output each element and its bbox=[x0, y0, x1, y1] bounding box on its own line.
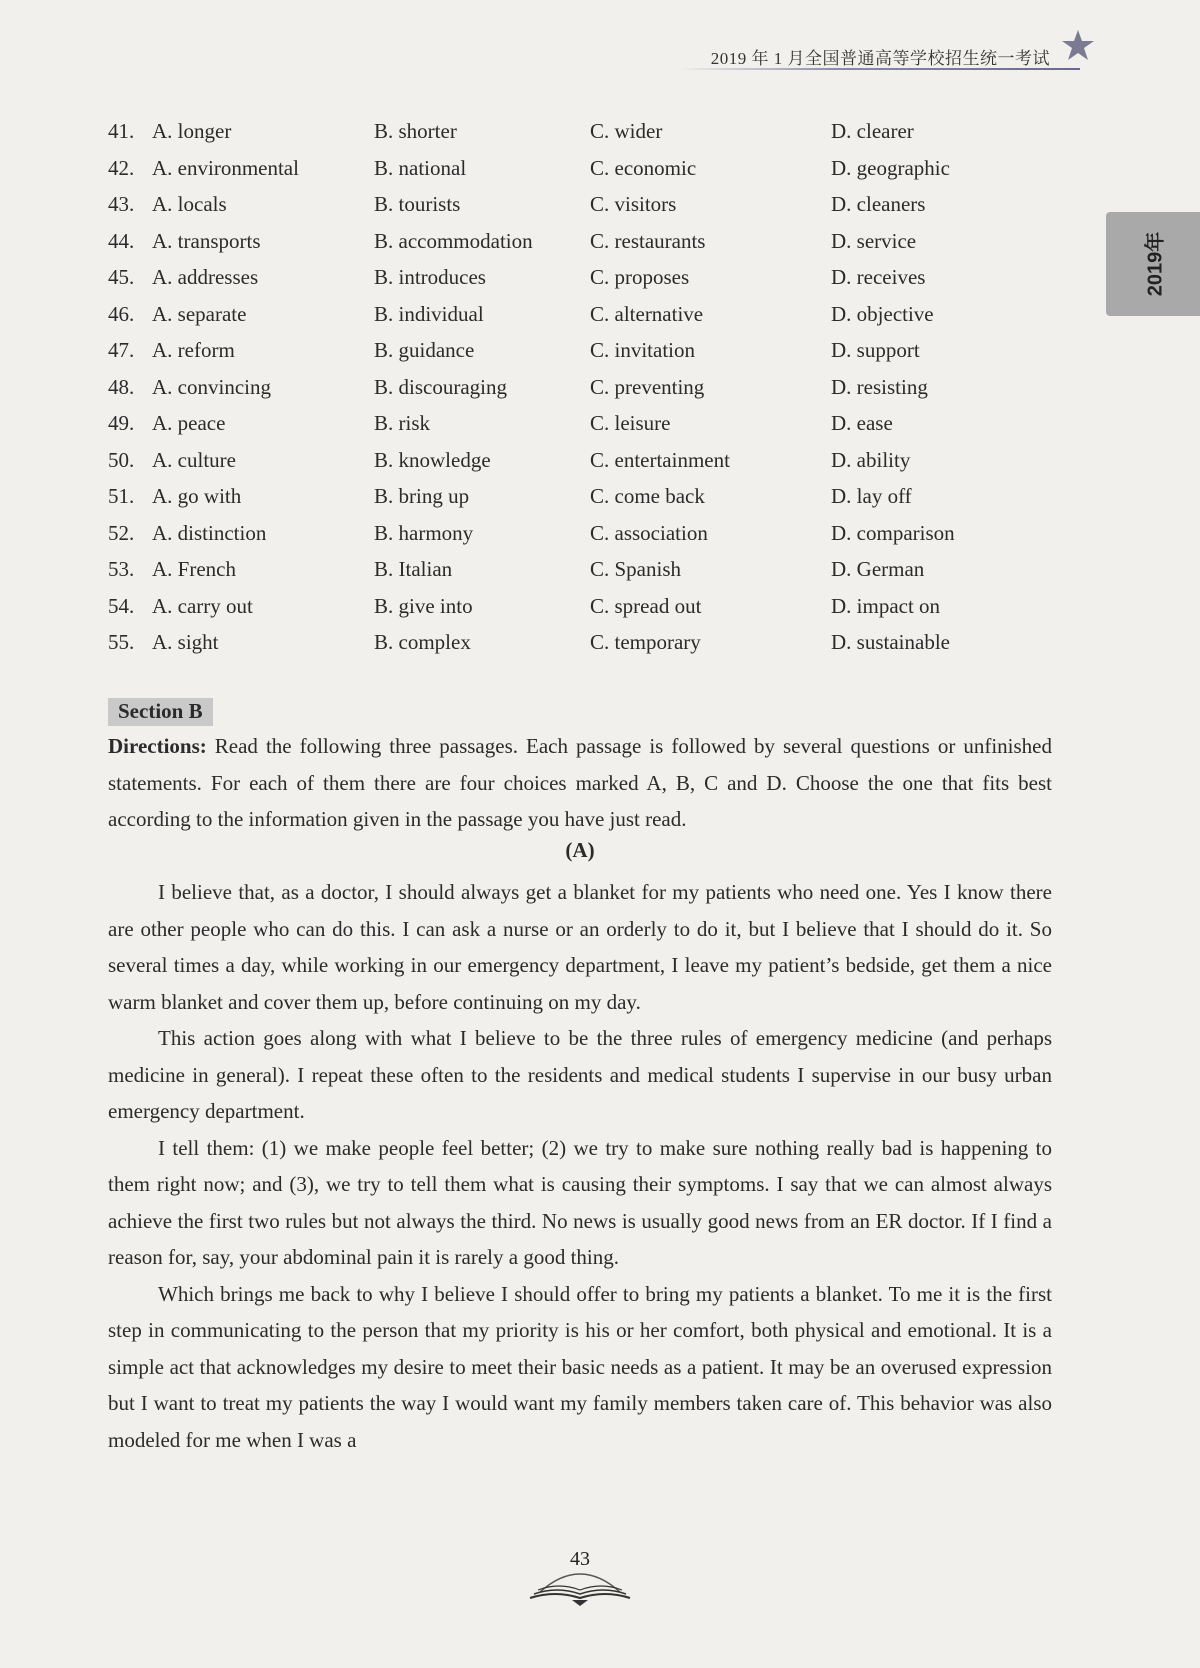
option-b: B. Italian bbox=[374, 557, 453, 581]
option-row bbox=[108, 442, 1008, 479]
question-number: 49. bbox=[108, 411, 135, 435]
option-c: C. proposes bbox=[590, 265, 690, 289]
option-a: A. carry out bbox=[152, 593, 253, 618]
option-c: C. preventing bbox=[590, 374, 705, 399]
option-c: C. Spanish bbox=[590, 557, 682, 581]
option-a: A. addresses bbox=[152, 265, 259, 289]
option-c: C. wider bbox=[590, 119, 663, 143]
option-a: A. locals bbox=[152, 192, 227, 216]
option-b: B. guidance bbox=[374, 338, 475, 362]
option-b: B. introduces bbox=[374, 265, 486, 289]
option-d: D. lay off bbox=[831, 484, 912, 508]
star-icon bbox=[1058, 28, 1098, 64]
option-a: A. culture bbox=[152, 447, 236, 472]
option-c: C. spread out bbox=[590, 593, 702, 618]
question-number: 46. bbox=[108, 301, 135, 326]
option-a: A. environmental bbox=[152, 155, 299, 180]
option-row bbox=[108, 113, 1008, 150]
option-row bbox=[108, 515, 1008, 552]
question-number: 51. bbox=[108, 484, 135, 508]
option-a: A. peace bbox=[152, 411, 226, 435]
answer-options-list bbox=[108, 113, 1008, 661]
option-row bbox=[108, 332, 1008, 369]
option-c: C. association bbox=[590, 520, 708, 545]
option-a: A. French bbox=[152, 557, 236, 581]
option-row bbox=[108, 369, 1008, 406]
question-number: 44. bbox=[108, 228, 135, 253]
question-number: 43. bbox=[108, 192, 135, 216]
page-number: 43 bbox=[570, 1548, 590, 1570]
option-b: B. give into bbox=[374, 593, 473, 618]
option-row bbox=[108, 624, 1008, 661]
option-d: D. comparison bbox=[831, 520, 955, 545]
option-d: D. receives bbox=[831, 265, 926, 289]
option-row bbox=[108, 150, 1008, 187]
option-row bbox=[108, 296, 1008, 333]
option-c: C. restaurants bbox=[590, 228, 706, 253]
option-b: B. bring up bbox=[374, 484, 470, 508]
option-c: C. alternative bbox=[590, 301, 704, 326]
page-footer bbox=[520, 1548, 640, 1608]
year-side-tab bbox=[1106, 212, 1200, 316]
option-a: A. separate bbox=[152, 301, 247, 326]
section-b-heading: Section B bbox=[108, 698, 213, 726]
option-a: A. reform bbox=[152, 338, 235, 362]
option-c: C. visitors bbox=[590, 192, 677, 216]
question-number: 50. bbox=[108, 447, 135, 472]
option-c: C. economic bbox=[590, 155, 697, 180]
directions-text: Read the following three passages. Each passage is followed by several questions or unfinished statements. For each of them there are four choices marked A, B, C and D. Choose the one that fits best according to the information given in the passage you have just read. bbox=[108, 734, 1052, 831]
option-a: A. distinction bbox=[152, 520, 267, 545]
option-d: D. support bbox=[831, 338, 920, 362]
option-d: D. German bbox=[831, 557, 925, 581]
question-number: 47. bbox=[108, 338, 135, 362]
option-c: C. invitation bbox=[590, 338, 695, 362]
option-d: D. impact on bbox=[831, 593, 941, 618]
option-b: B. risk bbox=[374, 411, 431, 435]
passage-paragraph: I believe that, as a doctor, I should always get a blanket for my patients who need one. Yes I know there are other people who can do this. I can ask a nurse or an orderly to do it, but I believe that I should do it. So several times a day, while working in our emergency department, I leave my patient’s bedside, get them a nice warm blanket and cover them up, before continuing on my day. bbox=[108, 880, 1052, 1014]
option-d: D. ability bbox=[831, 447, 911, 472]
option-a: A. longer bbox=[152, 119, 232, 143]
header-title: 2019 年 1 月全国普通高等学校招生统一考试 bbox=[710, 49, 1050, 68]
option-a: A. sight bbox=[152, 630, 219, 654]
question-number: 41. bbox=[108, 119, 135, 143]
option-d: D. geographic bbox=[831, 155, 950, 180]
option-d: D. ease bbox=[831, 411, 893, 435]
option-row bbox=[108, 186, 1008, 223]
option-row bbox=[108, 478, 1008, 515]
question-number: 52. bbox=[108, 520, 135, 545]
question-number: 45. bbox=[108, 265, 135, 289]
option-d: D. clearer bbox=[831, 119, 914, 143]
option-row bbox=[108, 223, 1008, 260]
question-number: 48. bbox=[108, 374, 135, 399]
option-b: B. harmony bbox=[374, 520, 474, 545]
option-c: C. come back bbox=[590, 484, 705, 508]
passage-paragraph: This action goes along with what I believe to be the three rules of emergency medicine (and perhaps medicine in general). I repeat these often to the residents and medical students I supervise in our busy urban emergency department. bbox=[108, 1026, 1052, 1123]
option-b: B. shorter bbox=[374, 119, 457, 143]
option-d: D. objective bbox=[831, 301, 934, 326]
option-d: D. resisting bbox=[831, 374, 928, 399]
directions bbox=[108, 728, 1052, 838]
option-b: B. tourists bbox=[374, 192, 461, 216]
option-b: B. complex bbox=[374, 630, 471, 654]
option-c: C. temporary bbox=[590, 630, 701, 654]
option-c: C. leisure bbox=[590, 411, 671, 435]
option-a: A. go with bbox=[152, 484, 242, 508]
passage-paragraph: Which brings me back to why I believe I should offer to bring my patients a blanket. To me it is the first step in communicating to the person that my priority is his or her comfort, both physical and emotional. It is a simple act that acknowledges my desire to meet their basic needs as a patient. It may be an overused expression but I want to treat my patients the way I would want my family members taken care of. This behavior was also modeled for me when I was a bbox=[108, 1281, 1052, 1452]
question-number: 53. bbox=[108, 557, 135, 581]
option-row bbox=[108, 551, 1008, 588]
option-row bbox=[108, 405, 1008, 442]
question-number: 54. bbox=[108, 593, 135, 618]
option-b: B. discouraging bbox=[374, 374, 507, 399]
year-side-tab-label: 2019年 bbox=[1144, 231, 1167, 297]
option-a: A. convincing bbox=[152, 374, 271, 399]
option-a: A. transports bbox=[152, 228, 261, 253]
passage-paragraph: I tell them: (1) we make people feel better; (2) we try to make sure nothing really bad is happening to them right now; and (3), we try to tell them what is causing their symptoms. I say that we can almost always achieve the first two rules but not always the third. No news is usually good news from an ER doctor. If I find a reason for, say, your abdominal pain it is rarely a good thing. bbox=[108, 1135, 1052, 1269]
option-row bbox=[108, 259, 1008, 296]
option-b: B. accommodation bbox=[374, 228, 533, 253]
directions-label: Directions: bbox=[108, 734, 207, 758]
passage-a bbox=[108, 874, 1052, 1458]
header-rule bbox=[680, 68, 1080, 70]
option-b: B. individual bbox=[374, 301, 484, 326]
option-d: D. cleaners bbox=[831, 192, 926, 216]
option-b: B. knowledge bbox=[374, 447, 491, 472]
option-d: D. service bbox=[831, 228, 917, 253]
option-c: C. entertainment bbox=[590, 447, 730, 472]
question-number: 55. bbox=[108, 630, 135, 654]
passage-label: (A) bbox=[565, 838, 595, 862]
option-d: D. sustainable bbox=[831, 630, 950, 654]
question-number: 42. bbox=[108, 155, 135, 180]
option-b: B. national bbox=[374, 155, 467, 180]
option-row bbox=[108, 588, 1008, 625]
